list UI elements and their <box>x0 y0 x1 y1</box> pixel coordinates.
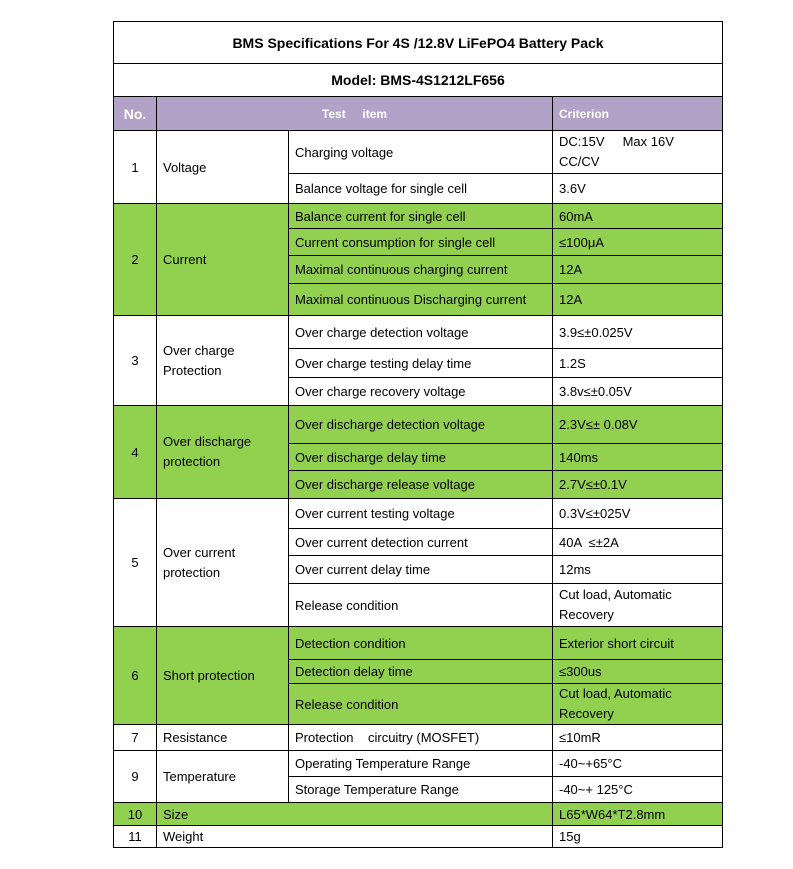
test-item: Temperature <box>157 751 289 803</box>
sub-item: Over discharge release voltage <box>289 471 553 499</box>
criterion-value: 15g <box>553 826 723 848</box>
sub-item: Operating Temperature Range <box>289 751 553 777</box>
test-item-line: protection <box>163 564 221 580</box>
test-item-line: protection <box>163 454 221 469</box>
row-number: 6 <box>114 627 157 725</box>
criterion-value: 1.2S <box>553 349 723 378</box>
row-number: 10 <box>114 803 157 826</box>
test-item-line: Over discharge <box>163 434 252 449</box>
row-number: 9 <box>114 751 157 803</box>
sub-item: Release condition <box>289 684 553 725</box>
criterion-value: 0.3V≤±025V <box>553 499 723 529</box>
sub-item: Balance current for single cell <box>289 204 553 229</box>
row-number: 4 <box>114 406 157 499</box>
header-criterion: Criterion <box>553 97 723 131</box>
sub-item: Protection circuitry (MOSFET) <box>289 725 553 751</box>
sub-item: Detection delay time <box>289 660 553 684</box>
criterion-value <box>553 584 723 627</box>
criterion-value: 12A <box>553 256 723 284</box>
test-item: Size <box>157 803 553 826</box>
criterion-line: DC:15V Max 16V <box>559 134 674 149</box>
test-item: Current <box>157 204 289 316</box>
test-item <box>157 316 289 406</box>
criterion-line: Recovery <box>559 607 614 622</box>
criterion-value: L65*W64*T2.8mm <box>553 803 723 826</box>
criterion-value <box>553 684 723 725</box>
sub-item: Maximal continuous Discharging current <box>289 284 553 316</box>
sub-item: Over charge detection voltage <box>289 316 553 349</box>
criterion-value: 60mA <box>553 204 723 229</box>
sub-item: Storage Temperature Range <box>289 777 553 803</box>
header-test-item: Test item <box>157 97 553 131</box>
criterion-line: Recovery <box>559 706 614 721</box>
row-number: 7 <box>114 725 157 751</box>
sub-item: Over charge recovery voltage <box>289 378 553 406</box>
sub-item: Release condition <box>289 584 553 627</box>
table-title: BMS Specifications For 4S /12.8V LiFePO4 Battery Pack <box>114 22 723 64</box>
test-item: Weight <box>157 826 553 848</box>
sub-item: Over current delay time <box>289 556 553 584</box>
sub-item: Over discharge delay time <box>289 444 553 471</box>
row-number: 5 <box>114 499 157 627</box>
criterion-value: 3.9≤±0.025V <box>553 316 723 349</box>
criterion-value: ≤300us <box>553 660 723 684</box>
sub-item: Detection condition <box>289 627 553 660</box>
criterion-value: ≤100μA <box>553 229 723 256</box>
test-item: Voltage <box>157 131 289 204</box>
criterion-value: 12A <box>553 284 723 316</box>
sub-item: Over current detection current <box>289 529 553 556</box>
criterion-value: Exterior short circuit <box>553 627 723 660</box>
row-number: 3 <box>114 316 157 406</box>
sub-item: Maximal continuous charging current <box>289 256 553 284</box>
row-number: 2 <box>114 204 157 316</box>
criterion-value: ≤10mR <box>553 725 723 751</box>
test-item <box>157 499 289 627</box>
criterion-line: CC/CV <box>559 154 600 169</box>
sub-item: Current consumption for single cell <box>289 229 553 256</box>
criterion-value: 3.6V <box>553 174 723 204</box>
row-number: 1 <box>114 131 157 204</box>
criterion-line: Cut load, Automatic <box>559 587 672 602</box>
criterion-value: 140ms <box>553 444 723 471</box>
test-item: Resistance <box>157 725 289 751</box>
model-title: Model: BMS-4S1212LF656 <box>114 64 723 97</box>
criterion-value: 2.3V≤± 0.08V <box>553 406 723 444</box>
criterion-value: 40A ≤±2A <box>553 529 723 556</box>
criterion-value <box>553 131 723 174</box>
test-item-line: Over current <box>163 544 236 560</box>
test-item: Short protection <box>157 627 289 725</box>
criterion-line: Cut load, Automatic <box>559 686 672 701</box>
criterion-value: 12ms <box>553 556 723 584</box>
criterion-value: -40~+ 125°C <box>553 777 723 803</box>
sub-item: Over discharge detection voltage <box>289 406 553 444</box>
sub-item: Charging voltage <box>289 131 553 174</box>
test-item <box>157 406 289 499</box>
criterion-value: -40~+65°C <box>553 751 723 777</box>
sub-item: Over current testing voltage <box>289 499 553 529</box>
row-number: 11 <box>114 826 157 848</box>
test-item-line: Over charge <box>163 342 235 358</box>
test-item-line: Protection <box>163 362 222 378</box>
criterion-value: 3.8v≤±0.05V <box>553 378 723 406</box>
criterion-value: 2.7V≤±0.1V <box>553 471 723 499</box>
bms-spec-table <box>113 21 723 848</box>
header-no: No. <box>114 97 157 131</box>
sub-item: Balance voltage for single cell <box>289 174 553 204</box>
sub-item: Over charge testing delay time <box>289 349 553 378</box>
